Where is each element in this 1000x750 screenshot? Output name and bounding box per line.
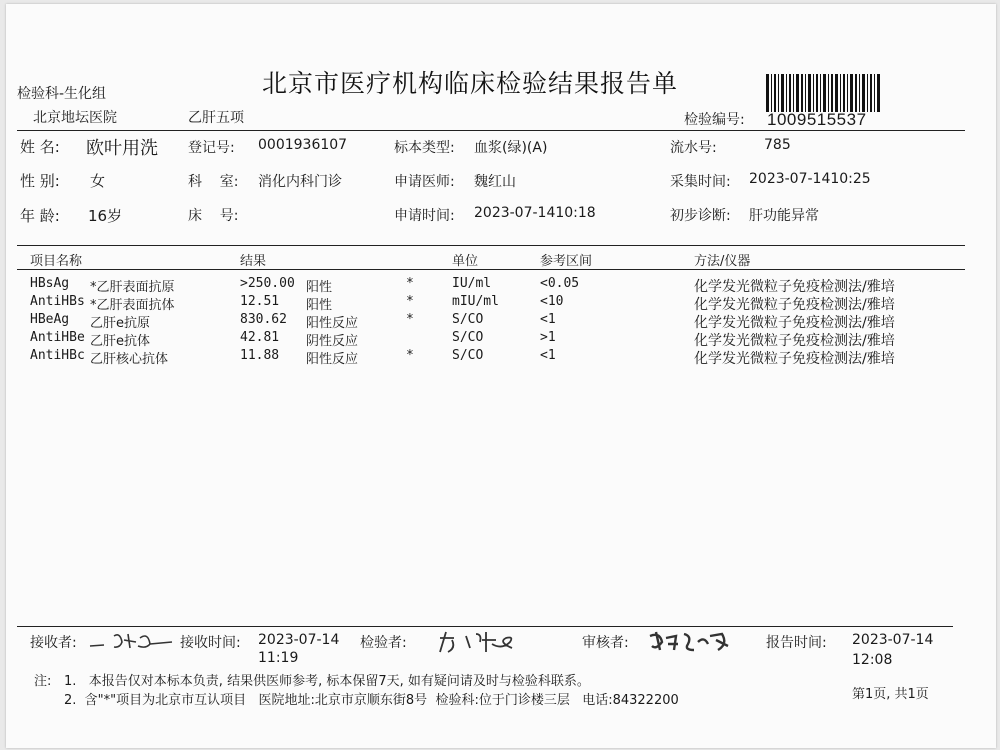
result-value: >250.00: [240, 276, 295, 291]
bed-label: 床 号:: [188, 208, 239, 224]
method-instrument: 化学发光微粒子免疫检测法/雅培: [694, 333, 895, 349]
reviewer-label: 审核者:: [582, 635, 629, 651]
header-divider: [17, 130, 965, 131]
item-code: HBsAg: [30, 276, 70, 291]
age-label: 年 龄:: [20, 207, 60, 225]
collect-time-value: 2023-07-1410:25: [749, 171, 871, 187]
report-number: 1009515537: [767, 110, 867, 129]
doctor-value: 魏红山: [474, 174, 516, 190]
col-header-unit: 单位: [452, 254, 479, 269]
mutual-recognition-mark: *: [406, 312, 414, 327]
footer-divider: [17, 626, 953, 627]
reg-no-label: 登记号:: [188, 140, 235, 156]
item-code: AntiHBc: [30, 348, 85, 363]
sex-label: 性 别:: [20, 172, 60, 190]
reference-range: <0.05: [540, 276, 580, 291]
collect-time-label: 采集时间:: [670, 174, 731, 190]
flow-no-value: 785: [764, 137, 791, 153]
result-value: 830.62: [240, 312, 287, 327]
reference-range: <10: [540, 294, 564, 309]
item-code: HBeAg: [30, 312, 70, 327]
receive-date: 2023-07-14: [258, 632, 340, 648]
table-top-line: [17, 245, 965, 246]
diagnosis-label: 初步诊断:: [670, 208, 731, 224]
department-label: 检验科-生化组: [17, 86, 107, 102]
note-2: 2. 含"*"项目为北京市互认项目 医院地址:北京市京顺东街8号 检验科:位于门诊楼三层 电话:84322200: [64, 693, 679, 708]
tester-label: 检验者:: [360, 635, 407, 651]
name-label: 姓 名:: [20, 138, 60, 156]
method-instrument: 化学发光微粒子免疫检测法/雅培: [694, 315, 895, 331]
result-flag: 阳性: [306, 280, 333, 295]
col-header-result: 结果: [240, 254, 267, 269]
item-name: 乙肝e抗原: [90, 316, 150, 331]
result-flag: 阳性反应: [306, 352, 359, 367]
method-instrument: 化学发光微粒子免疫检测法/雅培: [694, 279, 895, 295]
reference-range: >1: [540, 330, 556, 345]
report-time-label: 报告时间:: [766, 635, 827, 651]
col-header-ref: 参考区间: [540, 254, 593, 269]
result-flag: 阴性反应: [306, 334, 359, 349]
table-header-line: [17, 269, 965, 270]
barcode-image: [766, 74, 881, 112]
dept-value: 消化内科门诊: [258, 174, 342, 190]
diagnosis-value: 肝功能异常: [749, 208, 819, 224]
mutual-recognition-mark: *: [406, 276, 414, 291]
receive-time-label: 接收时间:: [180, 635, 241, 651]
unit: S/CO: [452, 312, 484, 327]
receiver-signature: [88, 628, 180, 652]
hospital-name: 北京地坛医院: [33, 110, 117, 126]
receive-hour: 11:19: [258, 650, 299, 666]
item-code: AntiHBe: [30, 330, 85, 345]
note-label: 注:: [34, 674, 52, 689]
report-date: 2023-07-14: [852, 632, 934, 648]
col-header-item: 项目名称: [30, 254, 83, 269]
col-header-method: 方法/仪器: [694, 254, 751, 269]
unit: S/CO: [452, 348, 484, 363]
unit: S/CO: [452, 330, 484, 345]
method-instrument: 化学发光微粒子免疫检测法/雅培: [694, 297, 895, 313]
patient-name: 欧叶用洗: [86, 138, 158, 159]
item-code: AntiHBs: [30, 294, 85, 309]
request-time-value: 2023-07-1410:18: [474, 205, 596, 221]
receiver-label: 接收者:: [30, 635, 77, 651]
mutual-recognition-mark: *: [406, 348, 414, 363]
reference-range: <1: [540, 348, 556, 363]
reviewer-signature: [646, 628, 742, 656]
page-indicator: 第1页, 共1页: [852, 687, 929, 702]
note-1: 1. 本报告仅对本标本负责, 结果供医师参考, 标本保留7天, 如有疑问请及时与检验科联系。: [64, 674, 590, 689]
result-value: 11.88: [240, 348, 280, 363]
flow-no-label: 流水号:: [670, 140, 717, 156]
item-name: 乙肝e抗体: [90, 334, 150, 349]
specimen-value: 血浆(绿)(A): [474, 140, 548, 156]
result-flag: 阳性: [306, 298, 333, 313]
unit: IU/ml: [452, 276, 492, 291]
doctor-label: 申请医师:: [394, 174, 455, 190]
reference-range: <1: [540, 312, 556, 327]
report-title: 北京市医疗机构临床检验结果报告单: [262, 69, 679, 98]
request-time-label: 申请时间:: [394, 208, 455, 224]
item-name: *乙肝表面抗体: [90, 298, 175, 313]
reg-no-value: 0001936107: [258, 137, 348, 153]
sex-value: 女: [90, 172, 106, 190]
tester-signature: [436, 628, 532, 656]
result-flag: 阳性反应: [306, 316, 359, 331]
method-instrument: 化学发光微粒子免疫检测法/雅培: [694, 351, 895, 367]
dept-label: 科 室:: [188, 174, 239, 190]
specimen-label: 标本类型:: [394, 140, 455, 156]
result-value: 42.81: [240, 330, 280, 345]
item-name: 乙肝核心抗体: [90, 352, 169, 367]
result-value: 12.51: [240, 294, 280, 309]
test-group: 乙肝五项: [188, 110, 244, 126]
age-value: 16岁: [88, 207, 123, 225]
report-hour: 12:08: [852, 652, 893, 668]
item-name: *乙肝表面抗原: [90, 280, 175, 295]
report-no-label: 检验编号:: [684, 112, 745, 128]
mutual-recognition-mark: *: [406, 294, 414, 309]
unit: mIU/ml: [452, 294, 499, 309]
